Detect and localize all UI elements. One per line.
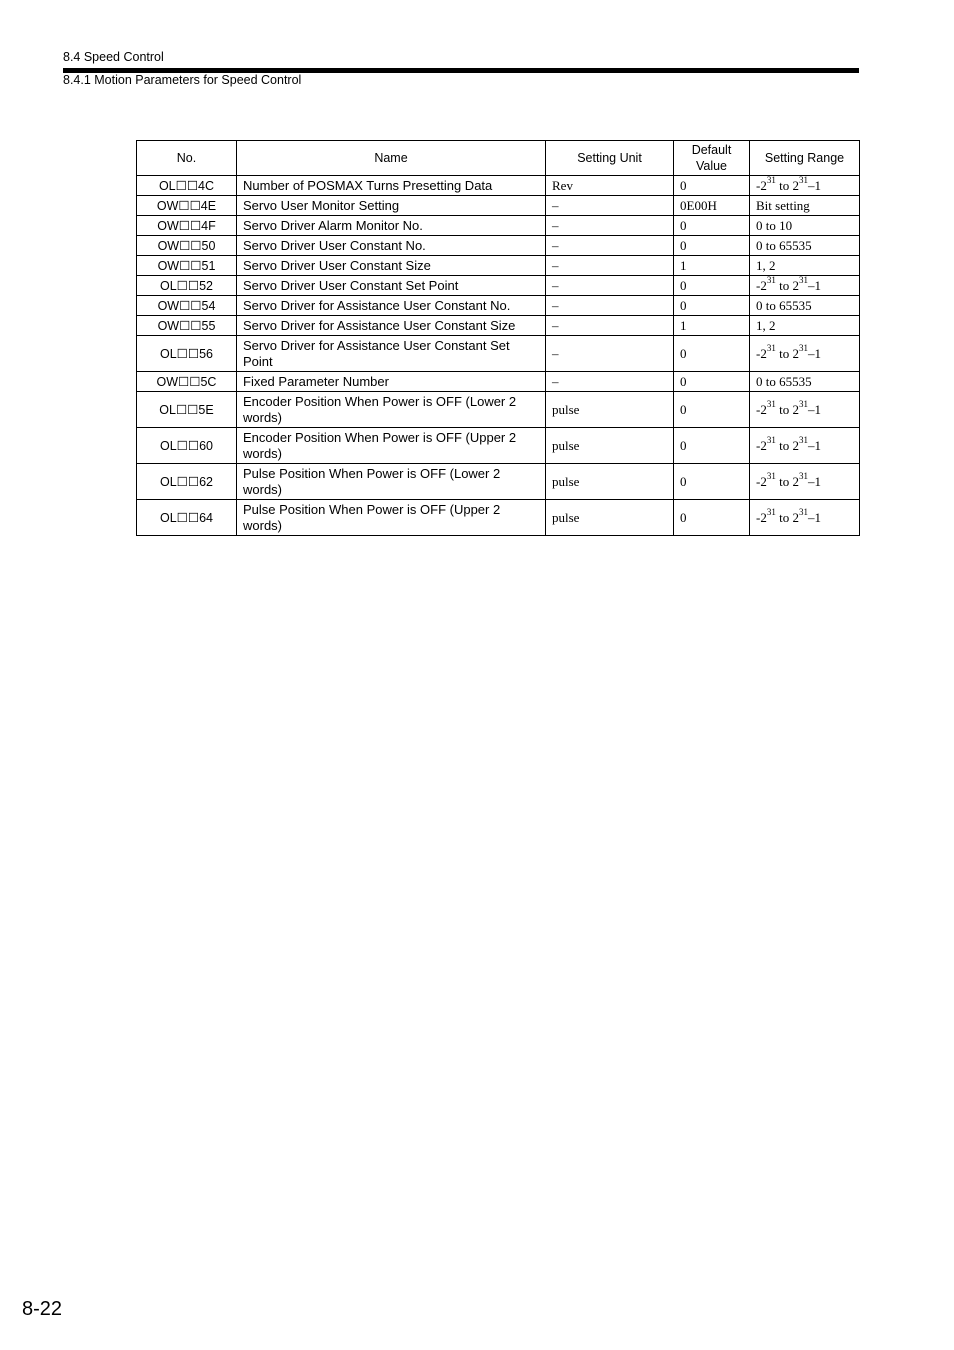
table-row bbox=[137, 196, 860, 216]
subsection-heading: 8.4.1 Motion Parameters for Speed Control bbox=[63, 73, 302, 87]
setting-unit-cell: pulse bbox=[546, 500, 674, 536]
parameter-name-cell: Fixed Parameter Number bbox=[237, 372, 546, 392]
parameter-name-cell: Pulse Position When Power is OFF (Lower 2 words) bbox=[237, 464, 546, 500]
default-value-cell: 0 bbox=[674, 464, 750, 500]
parameter-number-cell: OL☐☐60 bbox=[137, 428, 237, 464]
default-value-cell: 0 bbox=[674, 216, 750, 236]
table-row bbox=[137, 316, 860, 336]
setting-unit-cell: pulse bbox=[546, 428, 674, 464]
table-row bbox=[137, 336, 860, 372]
setting-unit-cell: – bbox=[546, 372, 674, 392]
setting-range-cell bbox=[750, 176, 860, 196]
table-row bbox=[137, 372, 860, 392]
parameter-name-cell: Servo Driver User Constant No. bbox=[237, 236, 546, 256]
setting-range-cell: 0 to 65535 bbox=[750, 236, 860, 256]
default-value-cell: 0 bbox=[674, 500, 750, 536]
parameter-number-cell: OL☐☐5E bbox=[137, 392, 237, 428]
range-exponent: 31 bbox=[766, 471, 776, 482]
parameter-number-cell: OW☐☐54 bbox=[137, 296, 237, 316]
setting-unit-cell: – bbox=[546, 236, 674, 256]
range-base: -2 bbox=[756, 277, 767, 293]
range-exponent: 31 bbox=[766, 275, 776, 286]
setting-unit-cell: – bbox=[546, 196, 674, 216]
setting-unit-cell: – bbox=[546, 316, 674, 336]
parameter-name-cell: Encoder Position When Power is OFF (Lower 2 words) bbox=[237, 392, 546, 428]
section-heading: 8.4 Speed Control bbox=[63, 50, 164, 64]
range-mid: to 2 bbox=[775, 277, 799, 293]
range-base: -2 bbox=[756, 509, 767, 525]
default-value-cell: 0 bbox=[674, 276, 750, 296]
parameter-name-cell: Encoder Position When Power is OFF (Upper 2 words) bbox=[237, 428, 546, 464]
range-exponent: 31 bbox=[798, 175, 808, 186]
range-exponent: 31 bbox=[798, 435, 808, 446]
parameter-number-cell: OW☐☐51 bbox=[137, 256, 237, 276]
range-base: -2 bbox=[756, 473, 767, 489]
parameter-name-cell: Servo Driver for Assistance User Constant No. bbox=[237, 296, 546, 316]
table-row bbox=[137, 236, 860, 256]
setting-unit-cell: – bbox=[546, 336, 674, 372]
default-value-cell: 0 bbox=[674, 336, 750, 372]
column-header-setting-unit: Setting Unit bbox=[546, 141, 674, 176]
range-tail: –1 bbox=[807, 277, 821, 293]
range-tail: –1 bbox=[807, 401, 821, 417]
setting-unit-cell: – bbox=[546, 296, 674, 316]
default-value-cell: 0E00H bbox=[674, 196, 750, 216]
range-exponent: 31 bbox=[798, 275, 808, 286]
parameter-number-cell: OW☐☐4E bbox=[137, 196, 237, 216]
range-exponent: 31 bbox=[766, 175, 776, 186]
range-exponent: 31 bbox=[766, 435, 776, 446]
setting-range-cell bbox=[750, 276, 860, 296]
parameter-number-cell: OW☐☐55 bbox=[137, 316, 237, 336]
table-row bbox=[137, 216, 860, 236]
range-exponent: 31 bbox=[798, 399, 808, 410]
parameter-number-cell: OL☐☐52 bbox=[137, 276, 237, 296]
parameter-number-cell: OL☐☐64 bbox=[137, 500, 237, 536]
parameter-number-cell: OW☐☐5C bbox=[137, 372, 237, 392]
table-row bbox=[137, 176, 860, 196]
setting-range-cell bbox=[750, 336, 860, 372]
column-header-setting-range: Setting Range bbox=[750, 141, 860, 176]
range-base: -2 bbox=[756, 345, 767, 361]
parameter-number-cell: OW☐☐4F bbox=[137, 216, 237, 236]
default-value-cell: 0 bbox=[674, 236, 750, 256]
setting-range-cell: 0 to 65535 bbox=[750, 296, 860, 316]
range-tail: –1 bbox=[807, 509, 821, 525]
table-row bbox=[137, 296, 860, 316]
parameter-number-cell: OL☐☐56 bbox=[137, 336, 237, 372]
parameter-number-cell: OW☐☐50 bbox=[137, 236, 237, 256]
range-base: -2 bbox=[756, 437, 767, 453]
range-tail: –1 bbox=[807, 473, 821, 489]
table-row bbox=[137, 276, 860, 296]
range-base: -2 bbox=[756, 401, 767, 417]
setting-range-cell bbox=[750, 464, 860, 500]
motion-parameters-table bbox=[136, 140, 860, 536]
range-tail: –1 bbox=[807, 345, 821, 361]
parameter-name-cell: Servo User Monitor Setting bbox=[237, 196, 546, 216]
setting-range-cell: Bit setting bbox=[750, 196, 860, 216]
range-exponent: 31 bbox=[798, 343, 808, 354]
column-header-name: Name bbox=[237, 141, 546, 176]
column-header-no: No. bbox=[137, 141, 237, 176]
range-mid: to 2 bbox=[775, 177, 799, 193]
setting-range-cell: 1, 2 bbox=[750, 256, 860, 276]
range-exponent: 31 bbox=[798, 471, 808, 482]
setting-unit-cell: pulse bbox=[546, 464, 674, 500]
range-mid: to 2 bbox=[775, 509, 799, 525]
table-row bbox=[137, 500, 860, 536]
setting-range-cell: 0 to 10 bbox=[750, 216, 860, 236]
parameter-name-cell: Servo Driver User Constant Set Point bbox=[237, 276, 546, 296]
table-header-row bbox=[137, 141, 860, 176]
setting-range-cell bbox=[750, 500, 860, 536]
parameter-name-cell: Servo Driver User Constant Size bbox=[237, 256, 546, 276]
range-mid: to 2 bbox=[775, 345, 799, 361]
setting-range-cell bbox=[750, 392, 860, 428]
range-exponent: 31 bbox=[766, 343, 776, 354]
parameter-name-cell: Servo Driver for Assistance User Constant Set Point bbox=[237, 336, 546, 372]
table-row bbox=[137, 428, 860, 464]
setting-range-cell: 1, 2 bbox=[750, 316, 860, 336]
setting-unit-cell: – bbox=[546, 216, 674, 236]
table-row bbox=[137, 256, 860, 276]
default-value-cell: 0 bbox=[674, 392, 750, 428]
default-value-cell: 1 bbox=[674, 316, 750, 336]
column-header-default-value: Default Value bbox=[674, 141, 750, 176]
range-mid: to 2 bbox=[775, 401, 799, 417]
parameter-name-cell: Number of POSMAX Turns Presetting Data bbox=[237, 176, 546, 196]
setting-range-cell bbox=[750, 428, 860, 464]
setting-unit-cell: – bbox=[546, 256, 674, 276]
parameter-name-cell: Pulse Position When Power is OFF (Upper 2 words) bbox=[237, 500, 546, 536]
parameter-name-cell: Servo Driver for Assistance User Constant Size bbox=[237, 316, 546, 336]
range-exponent: 31 bbox=[766, 507, 776, 518]
table-body bbox=[137, 176, 860, 536]
parameter-number-cell: OL☐☐4C bbox=[137, 176, 237, 196]
default-value-cell: 0 bbox=[674, 176, 750, 196]
range-mid: to 2 bbox=[775, 437, 799, 453]
page-number: 8-22 bbox=[22, 1298, 63, 1320]
range-base: -2 bbox=[756, 177, 767, 193]
range-exponent: 31 bbox=[798, 507, 808, 518]
default-value-cell: 0 bbox=[674, 428, 750, 464]
table-row bbox=[137, 392, 860, 428]
setting-unit-cell: pulse bbox=[546, 392, 674, 428]
setting-unit-cell: Rev bbox=[546, 176, 674, 196]
parameter-number-cell: OL☐☐62 bbox=[137, 464, 237, 500]
default-value-cell: 0 bbox=[674, 372, 750, 392]
range-tail: –1 bbox=[807, 437, 821, 453]
setting-unit-cell: – bbox=[546, 276, 674, 296]
setting-range-cell: 0 to 65535 bbox=[750, 372, 860, 392]
range-tail: –1 bbox=[807, 177, 821, 193]
default-value-cell: 1 bbox=[674, 256, 750, 276]
parameter-name-cell: Servo Driver Alarm Monitor No. bbox=[237, 216, 546, 236]
range-mid: to 2 bbox=[775, 473, 799, 489]
default-value-cell: 0 bbox=[674, 296, 750, 316]
table-row bbox=[137, 464, 860, 500]
range-exponent: 31 bbox=[766, 399, 776, 410]
